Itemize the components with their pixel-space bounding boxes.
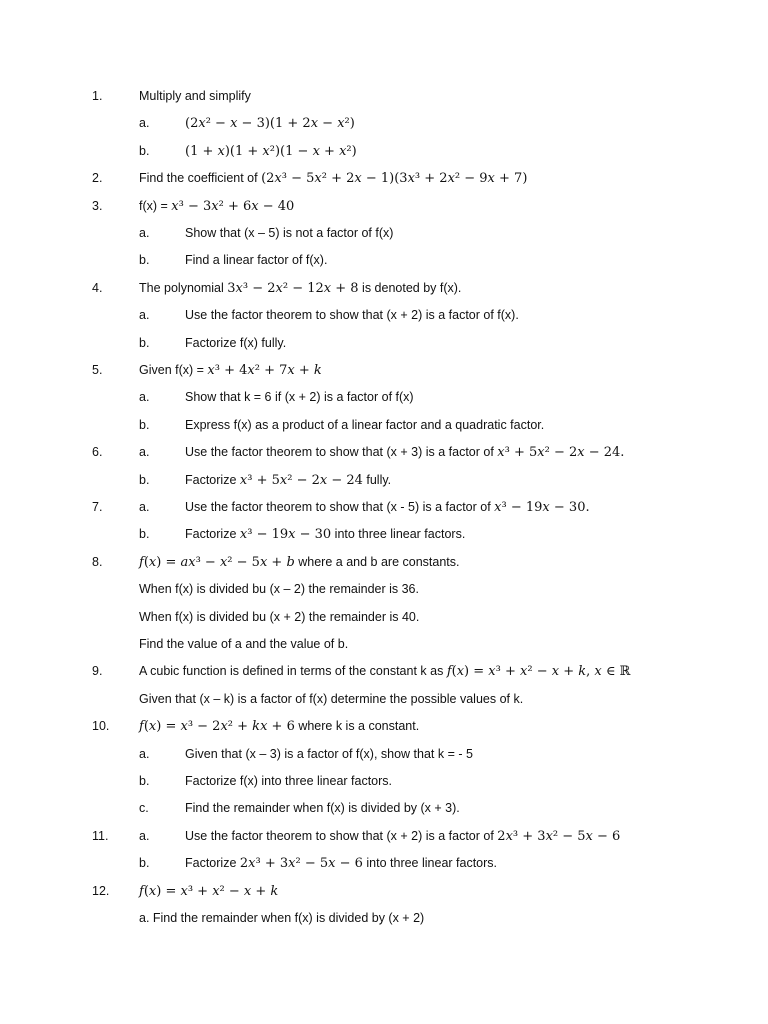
math-expression: f(x) = x³ − 2x² + kx + 6 [139, 719, 295, 735]
question-line [0, 552, 768, 572]
math-expression: x³ + 5x² − 2x − 24. [497, 445, 625, 461]
text-segment: a. [139, 828, 150, 843]
text-segment: b. [139, 143, 150, 158]
secondary-text [185, 415, 544, 435]
primary-text [139, 497, 149, 517]
text-segment: into three linear factors. [362, 856, 498, 871]
question-number: 8. [92, 554, 103, 569]
question-line [0, 881, 768, 901]
sub-line [0, 634, 768, 654]
sub-line [0, 415, 768, 435]
primary-text [139, 250, 149, 270]
primary-text [139, 278, 461, 299]
primary-text [139, 470, 149, 490]
math-expression: f(x) = x³ + x² − x + k, x ∈ ℝ [446, 664, 631, 680]
math-expression: 2x³ + 3x² − 5x − 6 [239, 856, 363, 872]
primary-text [139, 744, 149, 764]
text-segment: Find a linear factor of f(x). [185, 253, 328, 268]
text-segment: a. [139, 390, 150, 405]
text-segment: a. Find the remainder when f(x) is divided by (x + 2) [139, 911, 425, 925]
question-number: 3. [92, 198, 103, 213]
text-segment: The polynomial [139, 280, 228, 295]
question-line [0, 661, 768, 681]
text-segment: When f(x) is divided bu (x + 2) the remainder is 40. [139, 609, 420, 624]
text-segment: Find the coefficient of [139, 171, 262, 186]
primary-text [139, 360, 322, 381]
math-expression: x³ + 4x² + 7x + k [207, 363, 322, 378]
question-number: 5. [92, 363, 103, 377]
question-number: 10. [92, 719, 110, 734]
text-segment: Use the factor theorem to show that (x - 5) is a factor of [185, 500, 495, 514]
text-segment: a. [139, 308, 150, 323]
question-number: 4. [92, 280, 103, 295]
primary-text [139, 607, 419, 627]
primary-text [139, 113, 149, 133]
text-segment: A cubic function is defined in terms of the constant k as [139, 664, 447, 679]
sub-line [0, 305, 768, 325]
sub-line [0, 607, 768, 627]
math-expression: x³ − 19x − 30. [494, 500, 590, 515]
math-expression: 2x³ + 3x² − 5x − 6 [497, 828, 621, 844]
math-expression: (2x² − x − 3)(1 + 2x − x²) [185, 116, 355, 132]
text-segment: into three linear factors. [331, 527, 466, 542]
math-expression: f(x) = ax³ − x² − 5x + b [139, 554, 295, 570]
question-line [0, 86, 768, 106]
text-segment: Find the value of a and the value of b. [139, 637, 349, 651]
question-line [0, 497, 768, 517]
question-line [0, 168, 768, 188]
text-segment: Multiply and simplify [139, 89, 251, 103]
question-line [0, 360, 768, 380]
secondary-text [185, 771, 392, 791]
text-segment: Given that (x – k) is a factor of f(x) determine the possible values of k. [139, 691, 524, 706]
math-expression: f(x) = x³ + x² − x + k [139, 883, 279, 899]
primary-text [139, 689, 523, 709]
text-segment: Use the factor theorem to show that (x + 2) is a factor of f(x). [185, 308, 519, 323]
sub-line [0, 333, 768, 353]
primary-text [139, 853, 149, 873]
question-number: 12. [92, 883, 110, 898]
text-segment: When f(x) is divided bu (x – 2) the remainder is 36. [139, 582, 419, 597]
math-expression: (2x³ − 5x² + 2x − 1)(3x³ + 2x² − 9x + 7) [261, 171, 528, 187]
secondary-text [185, 524, 465, 545]
primary-text [139, 305, 149, 325]
question-line [0, 442, 768, 462]
question-number: 9. [92, 664, 103, 679]
text-segment: b. [139, 253, 150, 268]
question-line [0, 278, 768, 298]
secondary-text [185, 470, 391, 491]
primary-text [139, 86, 251, 106]
text-segment: a. [139, 445, 150, 460]
text-segment: fully. [362, 472, 392, 487]
text-segment: b. [139, 417, 150, 432]
secondary-text [185, 387, 414, 407]
primary-text [139, 141, 149, 161]
text-segment: Find the remainder when f(x) is divided by (x + 3). [185, 801, 460, 816]
primary-text [139, 552, 459, 573]
text-segment: is denoted by f(x). [358, 280, 462, 295]
text-segment: b. [139, 472, 150, 487]
secondary-text [185, 250, 327, 270]
question-number: 1. [92, 89, 103, 103]
text-segment: Factorize f(x) into three linear factors. [185, 774, 393, 788]
question-line [0, 716, 768, 736]
sub-line [0, 853, 768, 873]
sub-line [0, 689, 768, 709]
sub-line [0, 470, 768, 490]
primary-text [139, 908, 424, 928]
primary-text [139, 223, 149, 243]
primary-text [139, 168, 527, 189]
math-expression: x³ − 19x − 30 [239, 527, 332, 543]
text-segment: Factorize [185, 856, 240, 871]
text-segment: a. [139, 500, 150, 514]
sub-line [0, 744, 768, 764]
text-segment: Show that k = 6 if (x + 2) is a factor of f(x) [185, 390, 414, 405]
primary-text [139, 634, 348, 654]
text-segment: b. [139, 774, 150, 788]
primary-text [139, 442, 149, 462]
primary-text [139, 716, 419, 737]
question-number: 11. [92, 828, 109, 843]
primary-text [139, 415, 149, 435]
primary-text [139, 881, 278, 902]
sub-line [0, 771, 768, 791]
secondary-text [185, 305, 519, 325]
primary-text [139, 333, 149, 353]
secondary-text [185, 826, 620, 847]
sub-line [0, 579, 768, 599]
primary-text [139, 524, 149, 544]
text-segment: Use the factor theorem to show that (x + 3) is a factor of [185, 445, 498, 460]
text-segment: a. [139, 116, 150, 131]
text-segment: Show that (x – 5) is not a factor of f(x) [185, 226, 394, 240]
sub-line [0, 798, 768, 818]
secondary-text [185, 333, 286, 353]
text-segment: where a and b are constants. [294, 554, 460, 569]
question-line [0, 196, 768, 216]
sub-line [0, 113, 768, 133]
text-segment: a. [139, 746, 150, 761]
text-segment: Factorize f(x) fully. [185, 335, 287, 350]
math-expression: x³ + 5x² − 2x − 24 [239, 472, 363, 488]
text-segment: f(x) = [139, 198, 172, 213]
secondary-text [185, 223, 393, 243]
sub-line [0, 250, 768, 270]
question-line [0, 826, 768, 846]
primary-text [139, 579, 419, 599]
primary-text [139, 387, 149, 407]
secondary-text [185, 798, 460, 818]
sub-line [0, 141, 768, 161]
text-segment: b. [139, 335, 150, 350]
primary-text [139, 771, 149, 791]
text-segment: b. [139, 527, 150, 542]
secondary-text [185, 113, 355, 134]
math-expression: x³ − 3x² + 6x − 40 [171, 198, 295, 214]
primary-text [139, 798, 149, 818]
text-segment: a. [139, 226, 150, 240]
question-number: 7. [92, 500, 103, 514]
sub-line [0, 908, 768, 928]
question-number: 2. [92, 171, 103, 186]
text-segment: b. [139, 856, 150, 871]
math-expression: 3x³ − 2x² − 12x + 8 [227, 280, 359, 296]
sub-line [0, 223, 768, 243]
sub-line [0, 387, 768, 407]
primary-text [139, 661, 630, 682]
primary-text [139, 196, 294, 217]
secondary-text [185, 744, 473, 764]
sub-line [0, 524, 768, 544]
secondary-text [185, 853, 497, 874]
text-segment: Given f(x) = [139, 363, 208, 377]
text-segment: c. [139, 801, 149, 816]
text-segment: Factorize [185, 527, 240, 542]
secondary-text [185, 497, 590, 518]
text-segment: Use the factor theorem to show that (x + 2) is a factor of [185, 828, 498, 843]
text-segment: where k is a constant. [294, 719, 420, 734]
text-segment: Factorize [185, 472, 240, 487]
text-segment: Given that (x – 3) is a factor of f(x), show that k = - 5 [185, 746, 473, 761]
primary-text [139, 826, 149, 846]
secondary-text [185, 442, 624, 463]
secondary-text [185, 141, 357, 162]
text-segment: Express f(x) as a product of a linear factor and a quadratic factor. [185, 417, 545, 432]
question-number: 6. [92, 445, 103, 460]
math-expression: (1 + x)(1 + x²)(1 − x + x²) [185, 143, 357, 159]
